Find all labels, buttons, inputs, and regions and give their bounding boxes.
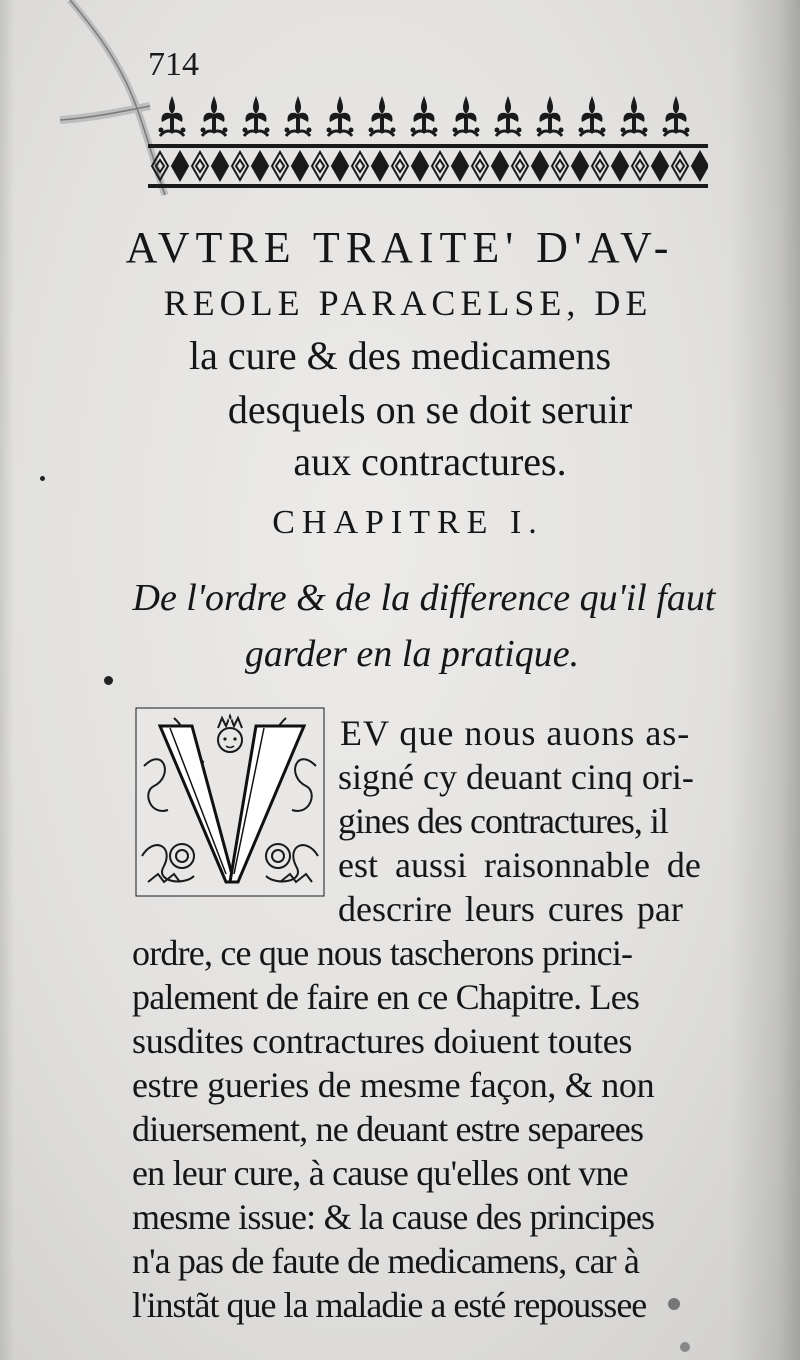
body-line-3: gines des contractures, il xyxy=(338,801,668,841)
page-shadow-right xyxy=(730,0,800,1360)
fleuron-ornament-row xyxy=(148,88,708,140)
body-line-5: descrire leurs cures par xyxy=(338,889,683,929)
title-line-5: aux contractures. xyxy=(293,439,567,484)
decorated-initial-v xyxy=(134,706,326,898)
page-shadow-left xyxy=(0,0,14,1360)
ink-speck xyxy=(668,1298,680,1310)
page-number: 714 xyxy=(148,46,199,83)
ornamental-band xyxy=(148,142,708,190)
body-line-8: susdites contractures doiuent toutes xyxy=(132,1021,633,1061)
body-line-12: mesme issue: & la cause des principes xyxy=(132,1197,655,1237)
ink-speck xyxy=(40,476,45,481)
body-line-14: l'instãt que la maladie a esté repoussee xyxy=(132,1285,647,1325)
body-line-13: n'a pas de faute de medicamens, car à xyxy=(132,1241,639,1281)
body-line-7: palement de faire en ce Chapitre. Les xyxy=(132,977,640,1017)
body-line-4: est aussi raisonnable de xyxy=(338,845,701,885)
ink-speck xyxy=(680,1342,690,1352)
ink-speck xyxy=(104,676,113,685)
body-line-2: signé cy deuant cinq ori- xyxy=(338,757,694,797)
body-line-9: estre gueries de mesme façon, & non xyxy=(132,1065,655,1105)
title-line-4: desquels on se doit seruir xyxy=(227,387,633,432)
title-line-2: REOLE PARACELSE, DE xyxy=(163,283,653,323)
drop-cap-letter: V xyxy=(226,714,234,725)
body-line-6: ordre, ce que nous tascherons princi- xyxy=(132,933,633,973)
title-line-3: la cure & des medicamens xyxy=(188,333,612,378)
chapter-heading: CHAPITRE I. xyxy=(272,504,544,541)
chapter-subtitle-line-2: garder en la pratique. xyxy=(244,633,580,675)
title-line-1: AVTRE TRAITE' D'AV- xyxy=(125,223,675,272)
chapter-subtitle-line-1: De l'ordre & de la difference qu'il faut xyxy=(132,577,716,619)
body-line-1: EV que nous auons as- xyxy=(340,713,691,753)
body-line-11: en leur cure, à cause qu'elles ont vne xyxy=(132,1153,628,1193)
body-line-10: diuersement, ne deuant estre separees xyxy=(132,1109,644,1149)
